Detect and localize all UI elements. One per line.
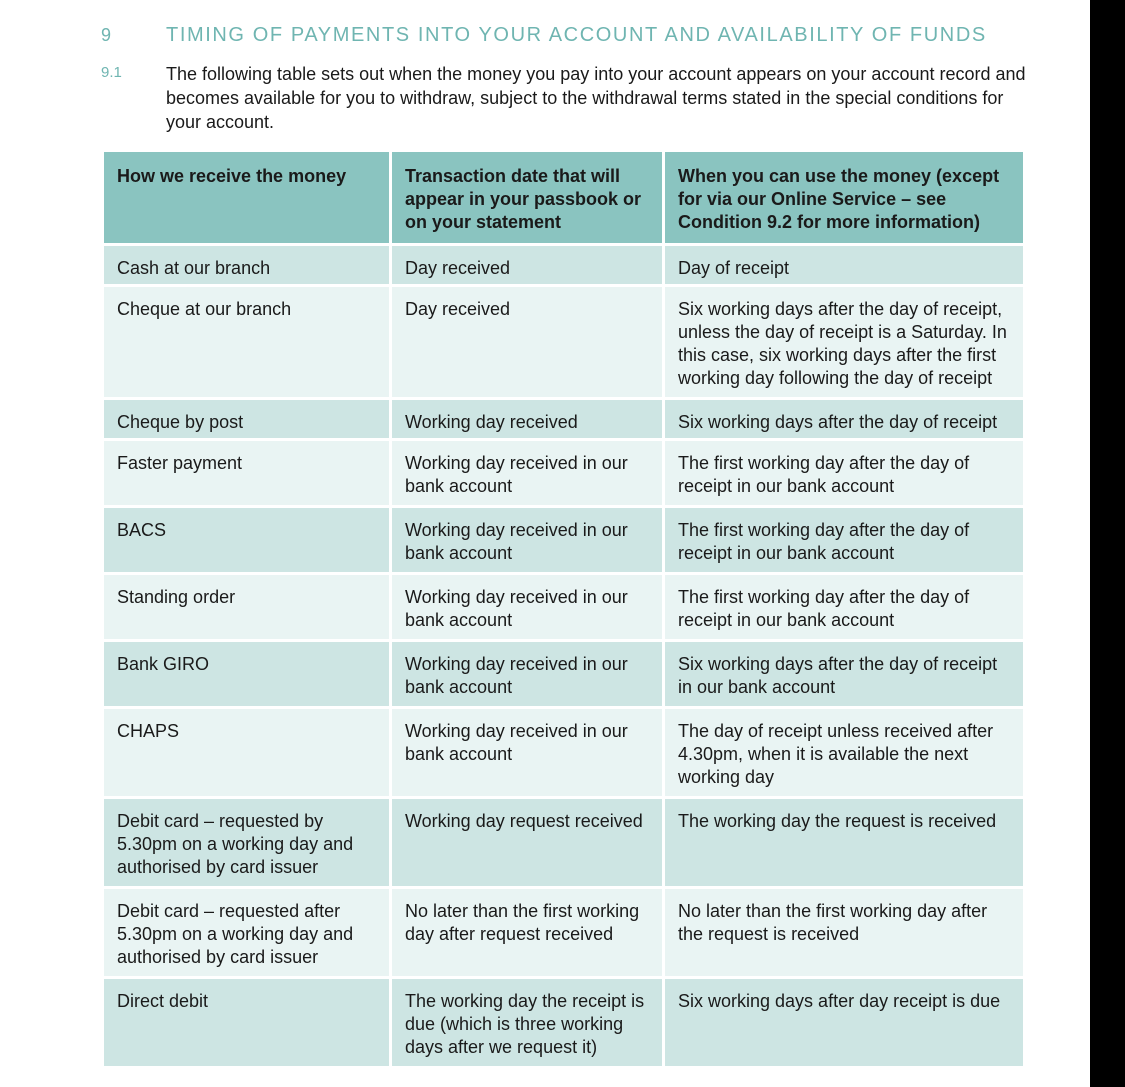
cell-transaction-date: Day received (391, 286, 664, 399)
cell-transaction-date: Working day received in our bank account (391, 574, 664, 641)
cell-method: Bank GIRO (103, 641, 391, 708)
table-row (103, 978, 1025, 1068)
header-when-usable: When you can use the money (except for via our Online Service – see Condition 9.2 for more information) (664, 151, 1025, 245)
table-row (103, 507, 1025, 574)
cell-availability: The working day the request is received (664, 798, 1025, 888)
cell-method: Cheque by post (103, 399, 391, 440)
cell-method: BACS (103, 507, 391, 574)
cell-availability: Six working days after the day of receipt in our bank account (664, 641, 1025, 708)
section-number: 9 (101, 25, 113, 45)
table-row (103, 574, 1025, 641)
cell-availability: Day of receipt (664, 245, 1025, 286)
table-row (103, 440, 1025, 507)
cell-availability: Six working days after the day of receipt, unless the day of receipt is a Saturday. In this case, six working days after the first working day following the day of receipt (664, 286, 1025, 399)
cell-method: Cash at our branch (103, 245, 391, 286)
table-row (103, 286, 1025, 399)
cell-method: Debit card – requested after 5.30pm on a working day and authorised by card issuer (103, 888, 391, 978)
header-transaction-date: Transaction date that will appear in your passbook or on your statement (391, 151, 664, 245)
cell-availability: The first working day after the day of receipt in our bank account (664, 574, 1025, 641)
table-row (103, 708, 1025, 798)
cell-availability: The first working day after the day of receipt in our bank account (664, 440, 1025, 507)
subsection-text: The following table sets out when the money you pay into your account appears on your account record and becomes available for you to withdraw, subject to the withdrawal terms stated in the special conditions for your account. (166, 64, 1026, 132)
table-row (103, 641, 1025, 708)
cell-availability: Six working days after day receipt is due (664, 978, 1025, 1068)
cell-method: Faster payment (103, 440, 391, 507)
cell-transaction-date: Day received (391, 245, 664, 286)
cell-availability: Six working days after the day of receipt (664, 399, 1025, 440)
cell-transaction-date: Working day received in our bank account (391, 708, 664, 798)
cell-availability: The day of receipt unless received after 4.30pm, when it is available the next working day (664, 708, 1025, 798)
cell-transaction-date: Working day received in our bank account (391, 507, 664, 574)
table-row (103, 888, 1025, 978)
section-title: TIMING OF PAYMENTS INTO YOUR ACCOUNT AND AVAILABILITY OF FUNDS (166, 24, 987, 46)
table-row (103, 245, 1025, 286)
header-how-received: How we receive the money (103, 151, 391, 245)
cell-transaction-date: Working day received in our bank account (391, 641, 664, 708)
cell-transaction-date: The working day the receipt is due (which is three working days after we request it) (391, 978, 664, 1068)
cell-method: Cheque at our branch (103, 286, 391, 399)
cell-transaction-date: Working day received (391, 399, 664, 440)
cell-method: CHAPS (103, 708, 391, 798)
cell-transaction-date: Working day received in our bank account (391, 440, 664, 507)
table-row (103, 798, 1025, 888)
table-header-row (103, 151, 1025, 245)
table-row (103, 399, 1025, 440)
cell-transaction-date: No later than the first working day after request received (391, 888, 664, 978)
cell-availability: The first working day after the day of receipt in our bank account (664, 507, 1025, 574)
cell-method: Standing order (103, 574, 391, 641)
subsection-number: 9.1 (101, 64, 122, 81)
cell-method: Debit card – requested by 5.30pm on a working day and authorised by card issuer (103, 798, 391, 888)
cell-method: Direct debit (103, 978, 391, 1068)
cell-availability: No later than the first working day after the request is received (664, 888, 1025, 978)
payments-timing-table (101, 149, 1026, 1069)
cell-transaction-date: Working day request received (391, 798, 664, 888)
